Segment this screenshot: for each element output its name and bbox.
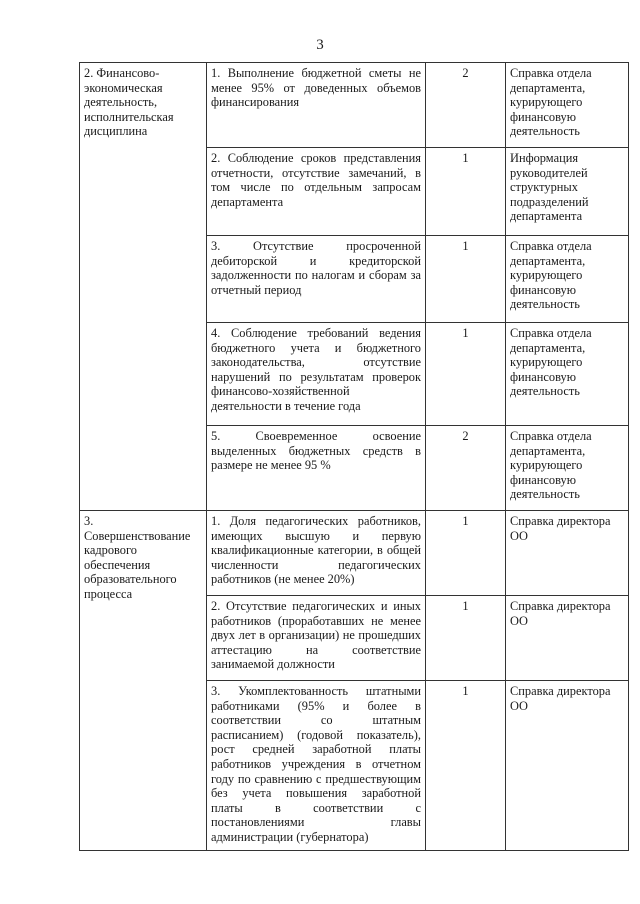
score-cell: 1 <box>426 681 506 851</box>
score-cell: 1 <box>426 323 506 426</box>
score-cell: 2 <box>426 63 506 148</box>
source-cell: Справка директора ОО <box>506 511 629 596</box>
table-row <box>80 511 629 596</box>
section-title: 3. Совершенствование кадрового обеспечения образовательного процесса <box>80 511 207 851</box>
criterion-cell: 4. Соблюдение требований ведения бюджетного учета и бюджетного законодательства, отсутствие нарушений по результатам проверок финансово-хозяйственной деятельности в течение года <box>207 323 426 426</box>
criterion-cell: 5. Своевременное освоение выделенных бюджетных средств в размере не менее 95 % <box>207 426 426 511</box>
source-cell: Справка отдела департамента, курирующего финансовую деятельность <box>506 323 629 426</box>
criteria-table <box>79 62 629 851</box>
score-cell: 2 <box>426 426 506 511</box>
score-cell: 1 <box>426 236 506 323</box>
criterion-cell: 1. Выполнение бюджетной сметы не менее 95% от доведенных объемов финансирования <box>207 63 426 148</box>
criterion-cell: 2. Отсутствие педагогических и иных работников (проработавших не менее двух лет в организации) не прошедших аттестацию на соответствие занимаемой должности <box>207 596 426 681</box>
score-cell: 1 <box>426 148 506 236</box>
criterion-cell: 3. Укомплектованность штатными работниками (95% и более в соответствии со штатным расписанием) (годовой показатель), рост средней заработной платы работников учреждения в отчетном году по сравнению с предшествующим без учета повышения заработной платы в соответствии с постановлениями главы администрации (губернатора) <box>207 681 426 851</box>
section-title: 2. Финансово-экономическая деятельность, исполнительская дисциплина <box>80 63 207 511</box>
source-cell: Справка директора ОО <box>506 681 629 851</box>
source-cell: Справка отдела департамента, курирующего финансовую деятельность <box>506 63 629 148</box>
criterion-cell: 3. Отсутствие просроченной дебиторской и кредиторской задолженности по налогам и сборам за отчетный период <box>207 236 426 323</box>
score-cell: 1 <box>426 596 506 681</box>
source-cell: Справка директора ОО <box>506 596 629 681</box>
table-row <box>80 63 629 148</box>
criterion-cell: 2. Соблюдение сроков представления отчетности, отсутствие замечаний, в том числе по отдельным запросам департамента <box>207 148 426 236</box>
criterion-cell: 1. Доля педагогических работников, имеющих высшую и первую квалификационные категории, в общей численности педагогических работников (не менее 20%) <box>207 511 426 596</box>
source-cell: Информация руководителей структурных подразделений департамента <box>506 148 629 236</box>
page-number: 3 <box>316 37 324 53</box>
source-cell: Справка отдела департамента, курирующего финансовую деятельность <box>506 426 629 511</box>
score-cell: 1 <box>426 511 506 596</box>
source-cell: Справка отдела департамента, курирующего финансовую деятельность <box>506 236 629 323</box>
